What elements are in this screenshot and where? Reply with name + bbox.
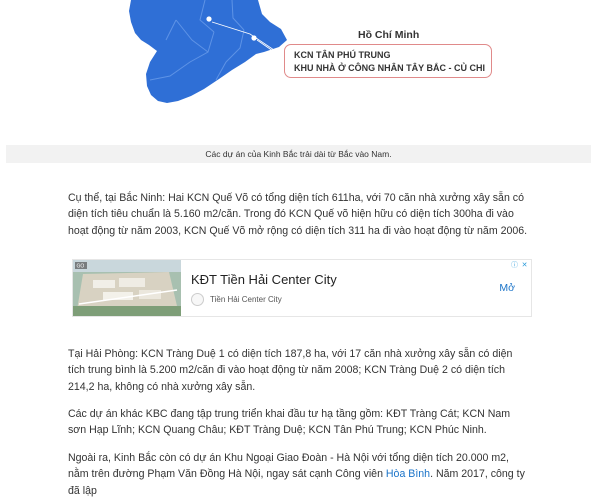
industrial-park-image <box>73 260 181 316</box>
figure-caption: Các dự án của Kinh Bắc trải dài từ Bắc vào Nam. <box>6 145 591 163</box>
ad-thumbnail[interactable] <box>73 260 181 316</box>
ad-choices[interactable] <box>510 261 529 270</box>
paragraph-text-end: . Năm 2017, công ty đã lập <box>68 468 525 497</box>
map-figure <box>0 0 600 145</box>
city-label-hcm: Hồ Chí Minh <box>358 29 420 41</box>
paragraph-ngoai-giao-doan <box>68 450 530 499</box>
paragraph-bac-ninh: Cụ thể, tại Bắc Ninh: Hai KCN Quế Võ có tổng diện tích 611ha, với 70 căn nhà xưởng xây sẵn có diện tích tiêu chuẩn là 5.160 m2/căn. Trong đó KCN Quế võ hiện hữu có diện tích 300ha đi vào hoạt động từ năm 2003, KCN Quế Võ mở rộng có diện tích 311 ha đi vào hoạt động từ năm 2006. <box>68 192 528 237</box>
hoa-binh-link[interactable]: Hòa Bình <box>385 468 431 481</box>
ad-open-button[interactable]: Mở <box>499 282 515 294</box>
paragraph-other-projects: Các dự án khác KBC đang tập trung triển khai đầu tư hạ tầng gồm: KĐT Tràng Cát; KCN Nam sơn Hạp Lĩnh; KCN Quang Châu; KĐT Tràng Duệ; KCN Tân Phú Trung; KCN Phúc Ninh. <box>68 408 511 437</box>
ad-subtitle: Tiền Hải Center City <box>210 295 282 304</box>
close-icon[interactable]: ✕ <box>521 262 528 269</box>
ad-card[interactable] <box>72 259 532 317</box>
callout-line-2: KHU NHÀ Ở CÔNG NHÂN TÂY BẮC - CỦ CHI <box>294 63 486 73</box>
ad-title[interactable]: KĐT Tiền Hải Center City <box>191 272 337 287</box>
project-callout <box>284 44 492 78</box>
paragraph-text: Ngoài ra, Kinh Bắc còn có dự án Khu Ngoại Giao Đoàn - Hà Nội với tổng diện tích 20.000 m2, nằm trên đường Phạm Văn Đồng Hà Nội, ngay sát cạnh Công viên <box>68 452 509 481</box>
ad-advertiser <box>191 293 282 306</box>
thumb-badge: GO <box>76 263 85 270</box>
callout-line-1: KCN TÂN PHÚ TRUNG <box>294 50 391 60</box>
advertiser-logo-icon <box>191 293 204 306</box>
paragraph-hai-phong: Tại Hải Phòng: KCN Tràng Duệ 1 có diện tích 187,8 ha, với 17 căn nhà xưởng xây sẵn có diện tích trung bình là 5.200 m2/căn đi vào hoạt động từ năm 2008; KCN Tràng Duệ 2 có diện tích 214,2 ha, không có nhà xưởng xây sẵn. <box>68 348 513 393</box>
project-dot <box>206 16 211 21</box>
ad-info-icon[interactable]: ⓘ <box>511 262 518 269</box>
